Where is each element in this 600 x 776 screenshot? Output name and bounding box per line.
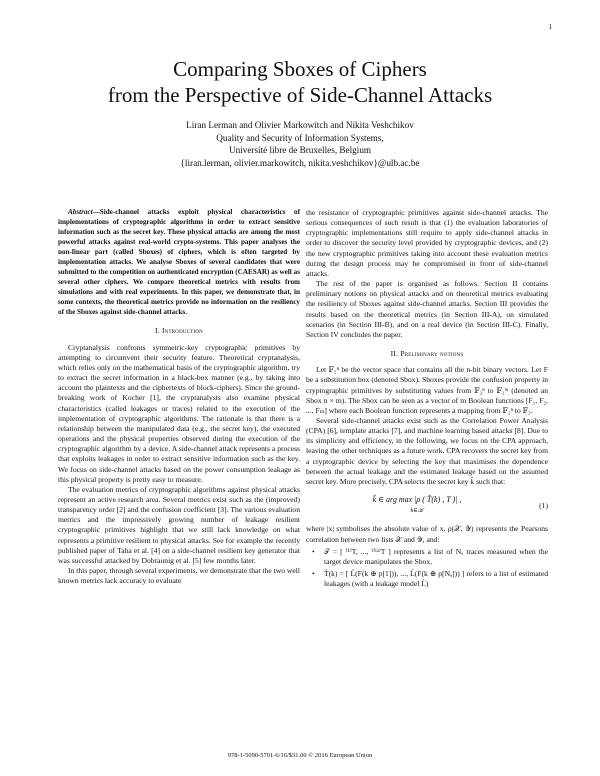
preliminary-paragraph-3: where |x| symbolises the absolute value of x, ρ(𝒳, 𝒴) represents the Pearsons correlation between two lists 𝒳 and 𝒴, and: [306,524,548,544]
definition-item: • T̂(k) = [ L̂(F(k ⊕ p[1])), ..., L̂(F(k ⊕ p[Nₐ])) ] refers to a list of estimated leakages (with a leakage model L̂) [312,569,548,589]
intro-paragraph-1: Cryptanalysis confronts symmetric-key cryptographic primitives by attempting to circumvent their security feature. Theoretical cryptanalysis, which relies only on the mathematical basis of the cryptographic algorithm, try to extract the secret information in a black-box manner (e.g., by taking into account the plaintexts and the ciphertexts of block-ciphers). Since the ground-breaking work of Kocher [1], the cryptanalysts also examine physical characteristics (called leakages or traces) related to the execution of the implementation of cryptographic algorithms. The rationale is that there is a relationship between the manipulated data (e.g., the secret key), the executed operations and the physical properties observed during the execution of the cryptographic algorithm by a device. A side-channel attack represents a process that exploits leakages in order to extract sensitive information such as the key. We focus on side-channel attacks based on the power consumption leakage as this physical property is pretty easy to measure. [58,342,300,484]
left-column [58,208,300,586]
abstract [58,208,300,317]
definition-list [306,547,548,590]
author-block [0,119,600,169]
intro-paragraph-3: In this paper, through several experiments, we demonstrate that the two well known metrics lack accuracy to evaluate [58,566,300,586]
equation-body [306,495,528,516]
equation-expression: k̂ ∈ arg max |ρ ( T̂(k) , T )| , [372,495,462,505]
right-paragraph-1: the resistance of cryptographic primitives against side-channel attacks. The serious consequences of such result is that (1) the evaluation laboratories of cryptographic implementations still require to apply side-channel attacks in order to discover the security level provided by cryptographic devices, and (2) the new cryptographic primitives taking into account these evaluation metrics during the design process may be compromised in front of side-channel attacks. [306,208,548,278]
author-names: Liran Lerman and Olivier Markowitch and Nikita Veshchikov [186,120,414,130]
paper-title [0,56,600,108]
definition-item: • 𝒯 = [ ⁽¹⁾T, ..., ⁽ᴺᵃ⁾T ] represents a list of Nₐ traces measured when the target device manipulates the Sbox, [312,547,548,567]
right-column [306,208,548,591]
title-line-1: Comparing Sboxes of Ciphers [173,57,427,81]
author-emails: {liran.lerman, olivier.markowitch, nikita.veshchikov}@ulb.ac.be [180,157,420,168]
abstract-text: —Side-channel attacks exploit physical characteristics of implementations of cryptographic algorithms in order to extract sensitive information such as the secret key. These physical attacks are among the most powerful attacks against real-world crypto-systems. This paper analyses the non-linear part (called Sboxes) of ciphers, which is often targeted by implementation attacks. We analyse Sboxes of several candidates that were submitted to the competition on authenticated encryption (CAESAR) as well as several other ciphers. We compare theoretical metrics with results from simulations and with real experiments. In this paper, we demonstrate that, in some contexts, the theoretical metrics provide no information on the resiliency of the Sboxes against side-channel attacks. [58,208,300,316]
abstract-label: Abstract [68,208,93,216]
author-group: Quality and Security of Information Systems, [216,132,384,143]
title-line-2: from the Perspective of Side-Channel Attacks [107,83,493,107]
right-paragraph-2: The rest of the paper is organised as follows. Section II contains preliminary notions on physical attacks and on theoretical metrics evaluating the resiliency of Sboxes against side-channel attacks. Section III provides the results based on the theoretical metrics (in Section III-A), on simulated scenarios (in Section III-B), and on a real device (in Section III-C). Finally, Section IV concludes the paper. [306,279,548,339]
equation-subscript: k∈𝒦 [410,508,424,515]
equation-1 [306,495,548,516]
page-number: 1 [548,23,552,31]
copyright-footer: 978-1-5090-5701-6/16/$31.00 © 2016 European Union [227,752,373,759]
preliminary-paragraph-2: Several side-channel attacks exist such as the Correlation Power Analysis (CPA) [6], template attacks [7], and machine learning based attacks [8]. Due to its simplicity and efficiency, in the following, we focus on the CPA approach, leaving the other techniques as a future work. CPA recovers the secret key from a cryptographic device by selecting the key that maximises the dependence between the actual leakage and the estimated leakage based on the assumed secret key. More precisely, CPA selects the secret key k̂ such that: [306,415,548,486]
equation-number: (1) [539,500,548,510]
intro-paragraph-2: The evaluation metrics of cryptographic algorithms against physical attacks represent an active research area. Several metrics exist such as the (improved) transparency order [2] and the confusion coefficient [3]. The various evaluation metrics and the impressively growing number of leakage resilient cryptographic primitives highlight that we still lack knowledge on what represents a primitive resilient to physical attacks. See for example the recently published paper of Taha et al. [4] on a side-channel resilient key generator that was successful attacked by Dobraunig et al. [5] few months later. [58,484,300,565]
author-university: Université libre de Bruxelles, Belgium [228,145,372,156]
section-heading-introduction: I. Introduction [155,326,203,336]
preliminary-paragraph-1: Let 𝔽₂ⁿ be the vector space that contains all the n-bit binary vectors. Let F be a substitution box (denoted Sbox). Sboxes provide the confusion property in cryptographic primitives by substituting values from 𝔽₂ⁿ to 𝔽₂ᵐ (denoted an Sbox n × m). The Sbox can be seen as a vector of m Boolean functions [F₁, F₂, ..., Fₘ] where each Boolean function represents a mapping from 𝔽₂ⁿ to 𝔽₂. [306,365,548,415]
section-heading-preliminary: II. Preliminary notions [390,349,464,359]
